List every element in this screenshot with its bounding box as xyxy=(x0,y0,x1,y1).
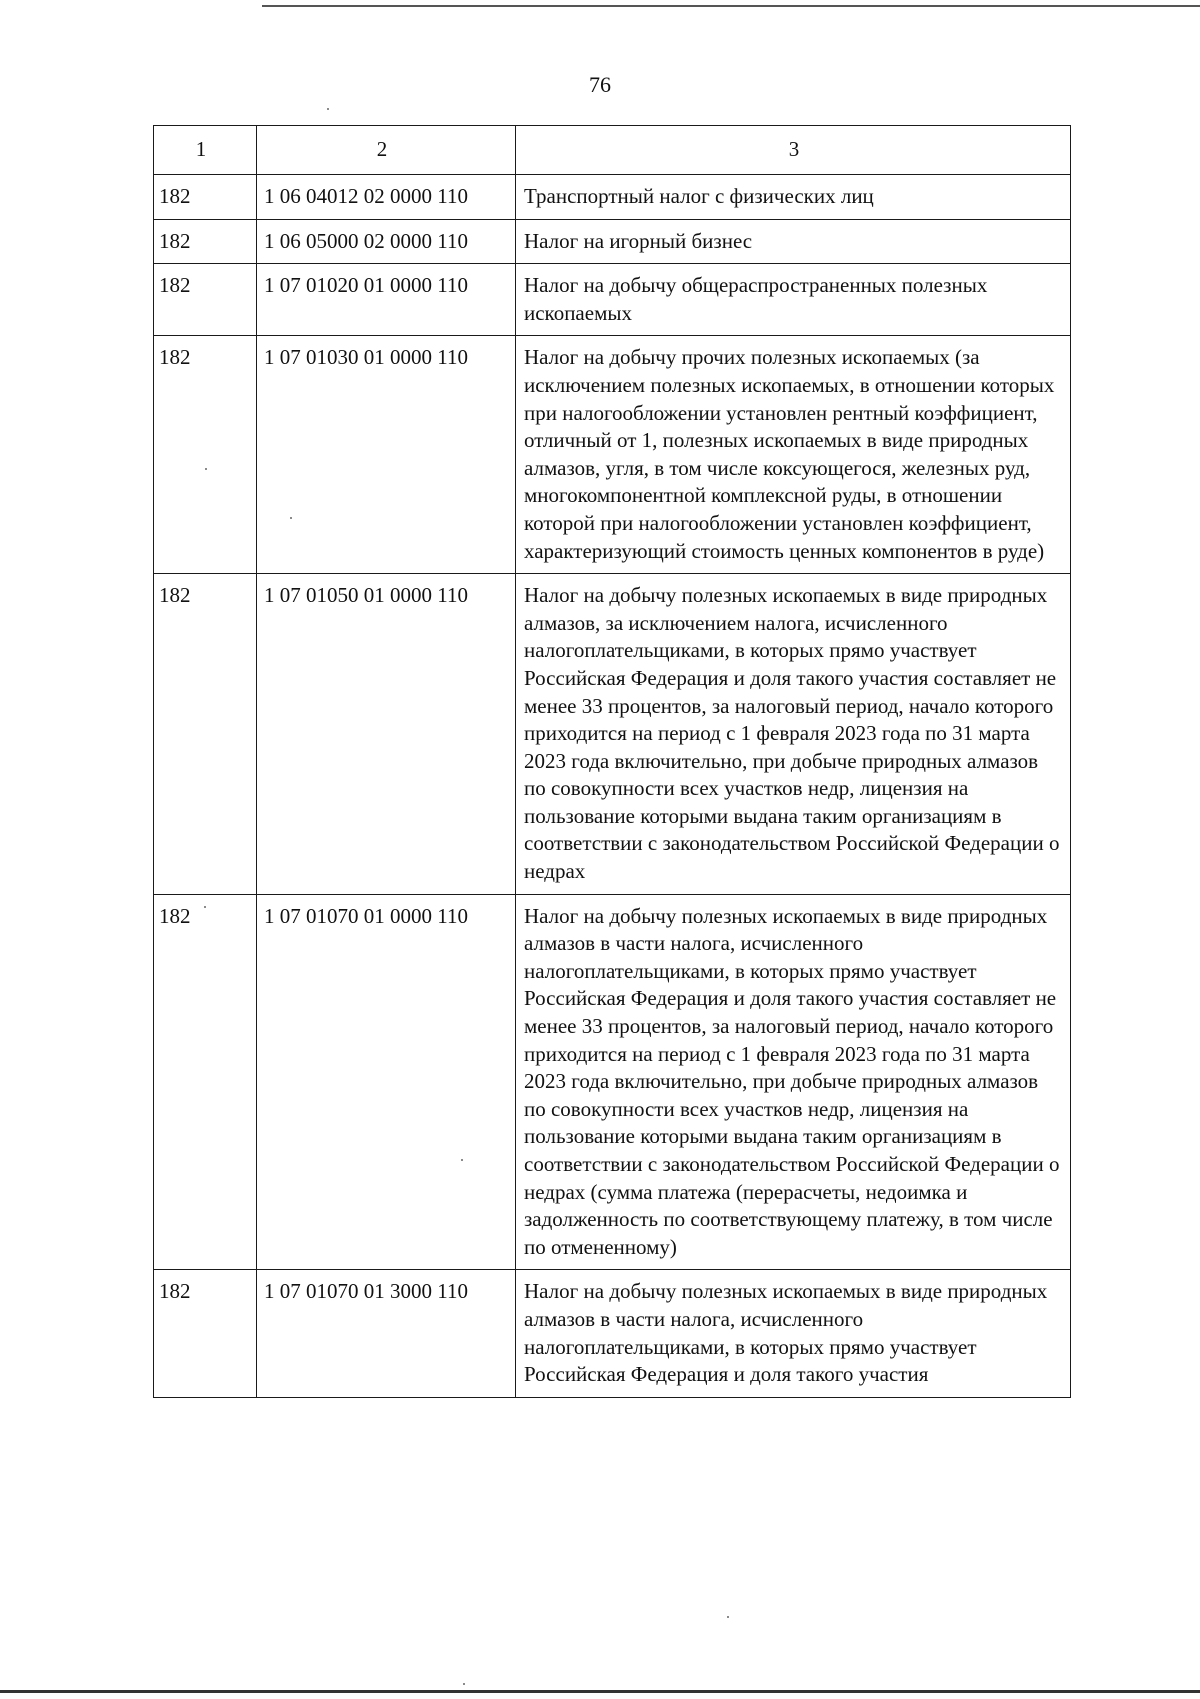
income-name-cell: Налог на добычу полезных ископаемых в виде природных алмазов в части налога, исчисленного налогоплательщиками, в которых прямо участвует Российская Федерация и доля такого участия составляет не менее 33 процентов, за налоговый период, начало которого приходится на период с 1 февраля 2023 года по 31 марта 2023 года включительно, при добыче природных алмазов по совокупности всех участков недр, лицензия на пользование которыми выдана таким организациям в соответствии с законодательством Российской Федерации о недрах (сумма платежа (перерасчеты, недоимка и задолженность по соответствующему платежу, в том числе по отмененному) xyxy=(516,894,1071,1270)
income-name-cell: Налог на игорный бизнес xyxy=(516,219,1071,264)
table-row xyxy=(154,574,1071,895)
admin-code-cell: 182 xyxy=(154,894,257,1270)
income-name-cell: Транспортный налог с физических лиц xyxy=(516,175,1071,220)
header-col-2: 2 xyxy=(257,126,516,175)
scan-speck xyxy=(461,1159,463,1161)
table-row xyxy=(154,264,1071,336)
page-number: 76 xyxy=(589,72,611,97)
admin-code-cell: 182 xyxy=(154,219,257,264)
income-name-cell: Налог на добычу прочих полезных ископаемых (за исключением полезных ископаемых, в отношении которых при налогообложении установлен рентный коэффициент, отличный от 1, полезных ископаемых в виде природных алмазов, угля, в том числе коксующегося, железных руд, многокомпонентной комплексной руды, в отношении которой при налогообложении установлен коэффициент, характеризующий стоимость ценных компонентов в руде) xyxy=(516,336,1071,574)
admin-code-cell: 182 xyxy=(154,264,257,336)
scan-speck xyxy=(727,1616,729,1618)
admin-code-cell: 182 xyxy=(154,574,257,895)
header-col-1: 1 xyxy=(154,126,257,175)
budget-code-cell: 1 07 01050 01 0000 110 xyxy=(257,574,516,895)
table-row xyxy=(154,336,1071,574)
scan-speck xyxy=(204,906,206,908)
table-row xyxy=(154,175,1071,220)
income-name-cell: Налог на добычу общераспространенных полезных ископаемых xyxy=(516,264,1071,336)
scan-speck xyxy=(327,108,329,110)
admin-code-cell: 182 xyxy=(154,336,257,574)
table-row xyxy=(154,1270,1071,1397)
table-row xyxy=(154,894,1071,1270)
budget-code-cell: 1 06 05000 02 0000 110 xyxy=(257,219,516,264)
scan-speck xyxy=(463,1683,465,1685)
income-name-cell: Налог на добычу полезных ископаемых в виде природных алмазов, за исключением налога, исчисленного налогоплательщиками, в которых прямо участвует Российская Федерация и доля такого участия составляет не менее 33 процентов, за налоговый период, начало которого приходится на период с 1 февраля 2023 года по 31 марта 2023 года включительно, при добыче природных алмазов по совокупности всех участков недр, лицензия на пользование которыми выдана таким организациям в соответствии с законодательством Российской Федерации о недрах xyxy=(516,574,1071,895)
budget-code-cell: 1 07 01070 01 0000 110 xyxy=(257,894,516,1270)
budget-code-cell: 1 07 01020 01 0000 110 xyxy=(257,264,516,336)
admin-code-cell: 182 xyxy=(154,175,257,220)
income-name-cell: Налог на добычу полезных ископаемых в виде природных алмазов в части налога, исчисленного налогоплательщиками, в которых прямо участвует Российская Федерация и доля такого участия xyxy=(516,1270,1071,1397)
scan-edge-top xyxy=(262,5,1200,7)
table-header-row xyxy=(154,126,1071,175)
scan-edge-bottom xyxy=(0,1690,1200,1693)
budget-code-cell: 1 06 04012 02 0000 110 xyxy=(257,175,516,220)
scan-speck xyxy=(205,468,207,470)
budget-codes-table xyxy=(153,125,1071,1398)
scan-speck xyxy=(290,517,292,519)
admin-code-cell: 182 xyxy=(154,1270,257,1397)
budget-code-cell: 1 07 01070 01 3000 110 xyxy=(257,1270,516,1397)
table-row xyxy=(154,219,1071,264)
budget-code-cell: 1 07 01030 01 0000 110 xyxy=(257,336,516,574)
header-col-3: 3 xyxy=(516,126,1071,175)
